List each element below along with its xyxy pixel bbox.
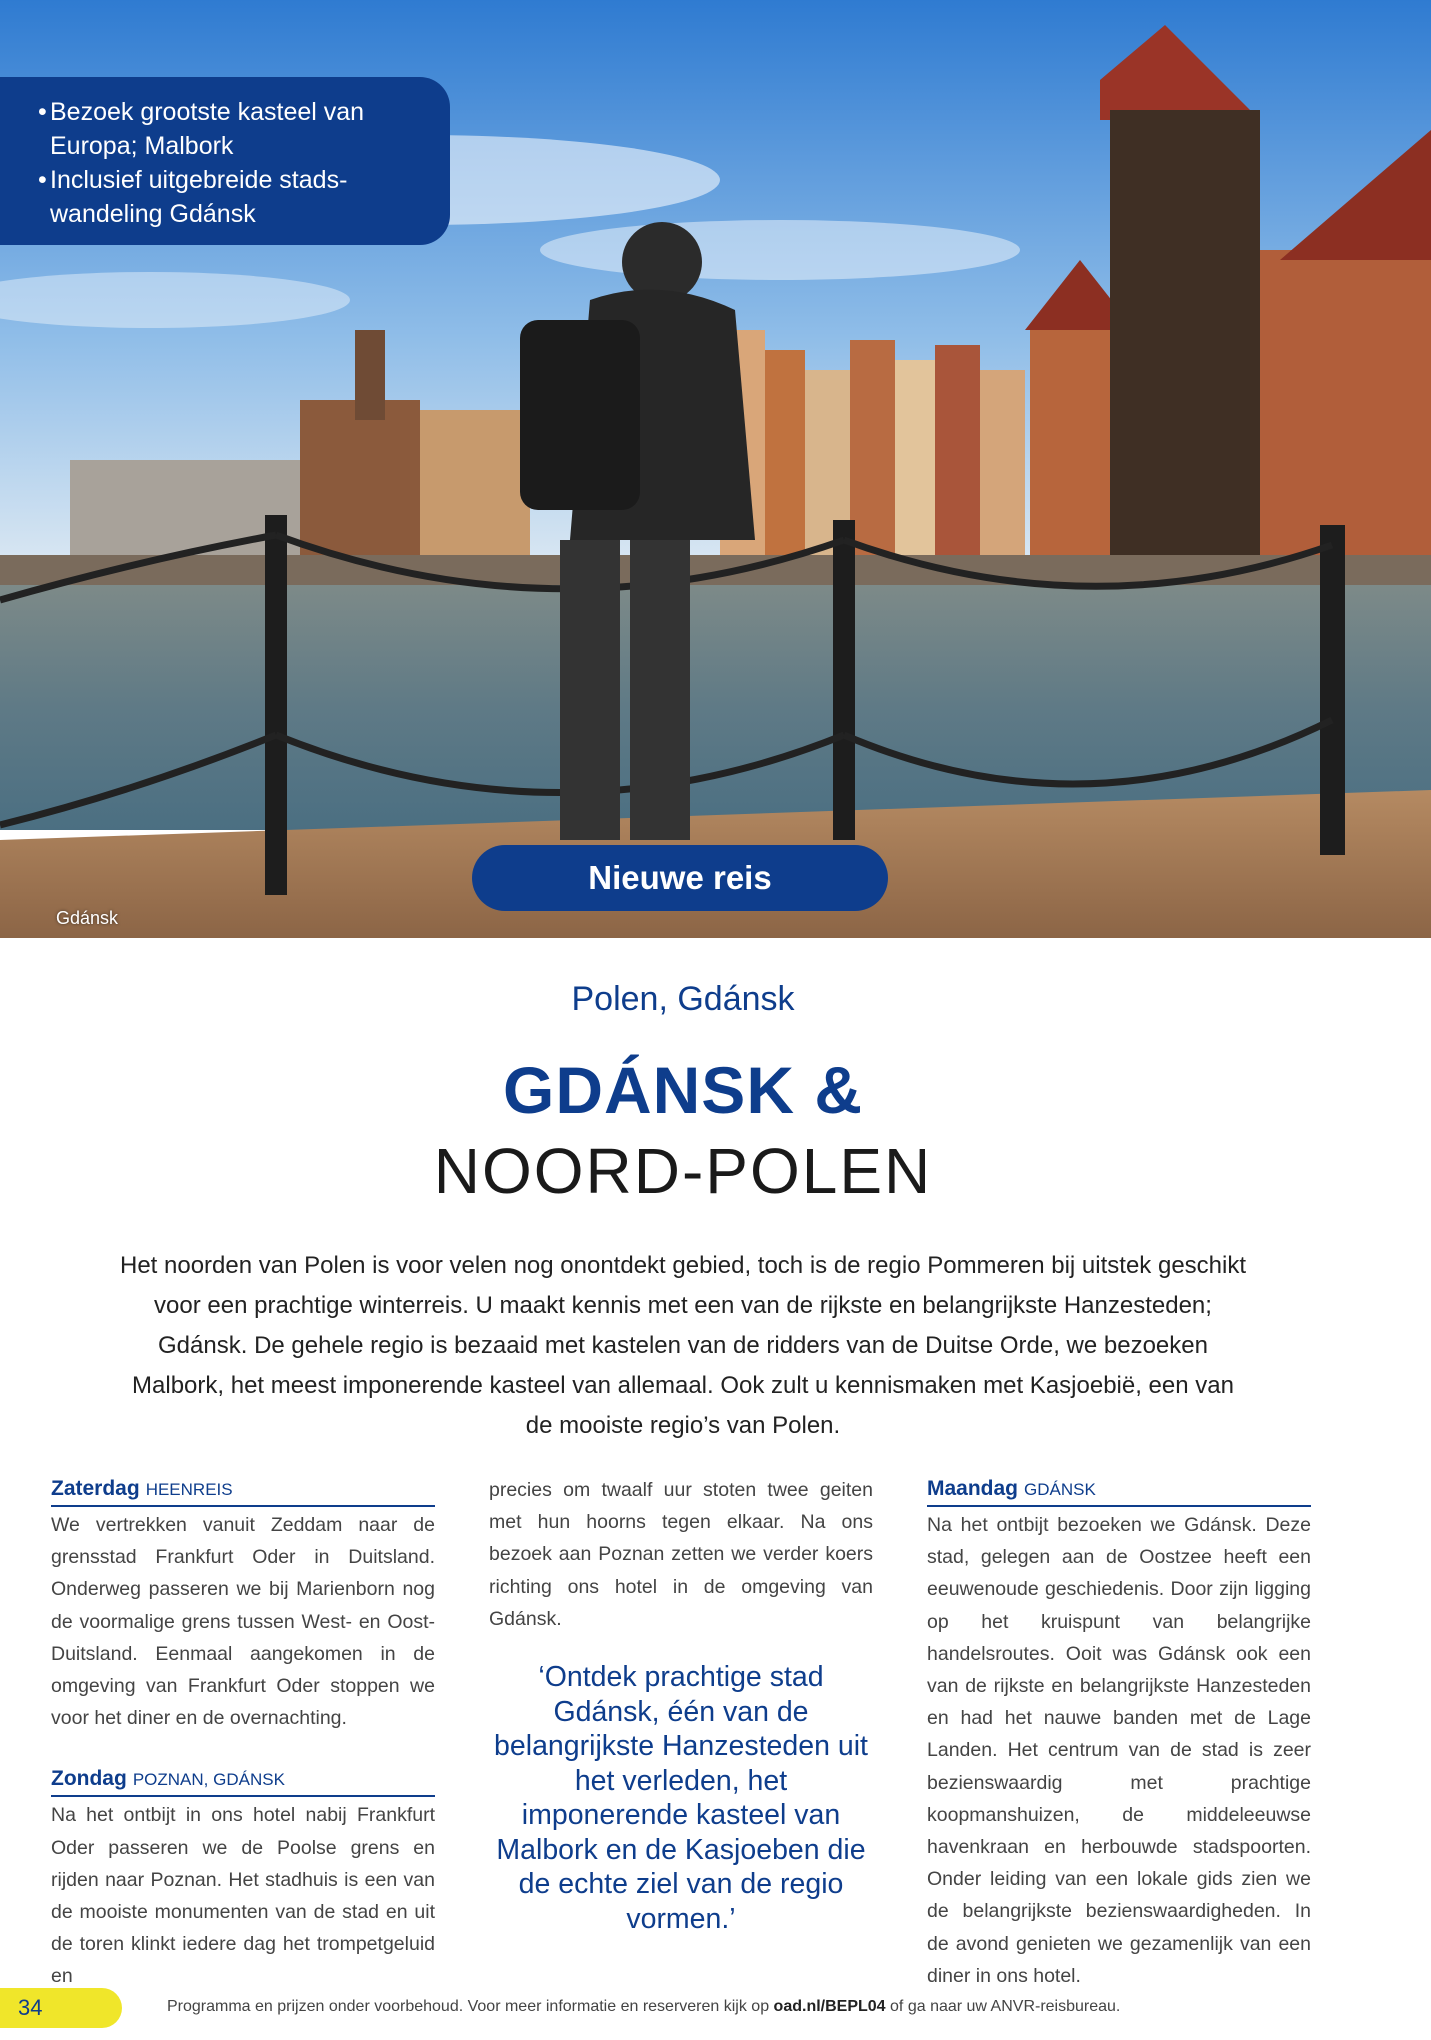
new-trip-badge: Nieuwe reis (472, 845, 888, 911)
day-place: GDÁNSK (1024, 1480, 1096, 1499)
day-text: Na het ontbijt in ons hotel nabij Frankfurt Oder passeren we de Poolse grens en rijden naar Poznan. Het stadhuis is een van de mooiste monumenten van de stad en uit de toren klinkt iedere dag het trompetgeluid en (51, 1804, 435, 1988)
day-heading (51, 1764, 435, 1797)
footer-text: Programma en prijzen onder voorbehoud. Voor meer informatie en reserveren kijk op (167, 1998, 770, 2015)
page-number: 34 (0, 1988, 122, 2028)
highlight-item: • Inclusief uitgebreide stadswandeling Gdánsk (50, 163, 450, 231)
day-place: HEENREIS (145, 1480, 233, 1499)
itinerary-column-1 (51, 1474, 435, 2023)
day-text-continued: precies om twaalf uur stoten twee geiten met hun hoorns tegen elkaar. Na ons bezoek aan Poznan zetten we verder koers richting ons hotel in de omgeving van Gdánsk. (489, 1479, 873, 1630)
day-text: Na het ontbijt bezoeken we Gdánsk. Deze stad, gelegen aan de Oostzee heeft een eeuwenoude geschiedenis. Door zijn ligging op het kruispunt van belangrijke handelsroutes. Ooit was Gdánsk ook een van de rijkste en belangrijkste Hanzesteden en had het nauwe banden met de Lage Landen. Het centrum van de stad is zeer bezienswaardig met prachtige koopmanshuizen, de middeleeuwse havenkraan en herbouwde stadspoorten. Onder leiding van een lokale gids zien we de belangrijkste bezienswaardigheden. In de avond genieten we gezamenlijk van een diner in ons hotel. (927, 1514, 1311, 1987)
footer-link[interactable]: oad.nl/BEPL04 (773, 1998, 886, 2015)
day-name: Zaterdag (51, 1477, 140, 1500)
itinerary-column-2 (489, 1474, 873, 1665)
day-name: Maandag (927, 1477, 1019, 1500)
footer-note (167, 1998, 1120, 2016)
page-title: GDÁNSK & (502, 1053, 863, 1127)
day-heading (51, 1474, 435, 1507)
page-subtitle: Polen, Gdánsk (571, 980, 795, 1018)
itinerary-column-3 (927, 1474, 1311, 2022)
intro-paragraph: Het noorden van Polen is voor velen nog onontdekt gebied, toch is de regio Pommeren bij uitstek geschikt voor een prachtige winterreis. U maakt kennis met een van de rijkste en belangrijkste Hanzesteden; Gdánsk. De gehele regio is bezaaid met kastelen van de ridders van de Duitse Orde, we bezoeken Malbork, het meest imponerende kasteel van allemaal. Ook zult u kennismaken met Kasjoebië, een van de mooiste regio’s van Polen. (120, 1252, 1247, 1439)
footer-text-end: of ga naar uw ANVR-reisbureau. (890, 1998, 1121, 2015)
highlights-box (0, 77, 450, 245)
photo-caption: Gdánsk (56, 908, 119, 928)
pull-quote: ‘Ontdek prachtige stad Gdánsk, één van de belangrijkste Hanzesteden uit het verleden, het imponerende kasteel van Malbork en de Kasjoeben die de echte ziel van de regio vormen.’ (494, 1661, 868, 1935)
highlight-item: • Bezoek grootste kasteel van Europa; Malbork (50, 95, 450, 163)
day-text: We vertrekken vanuit Zeddam naar de grensstad Frankfurt Oder in Duitsland. Onderweg passeren we bij Marienborn nog de voormalige grens tussen West- en Oost-Duitsland. Eenmaal aangekomen in de omgeving van Frankfurt Oder stoppen we voor het diner en de overnachting. (51, 1514, 435, 1730)
day-heading (927, 1474, 1311, 1507)
page-title-line2: NOORD-POLEN (433, 1135, 933, 1207)
day-name: Zondag (51, 1767, 127, 1791)
day-place: POZNAN, GDÁNSK (132, 1770, 285, 1790)
